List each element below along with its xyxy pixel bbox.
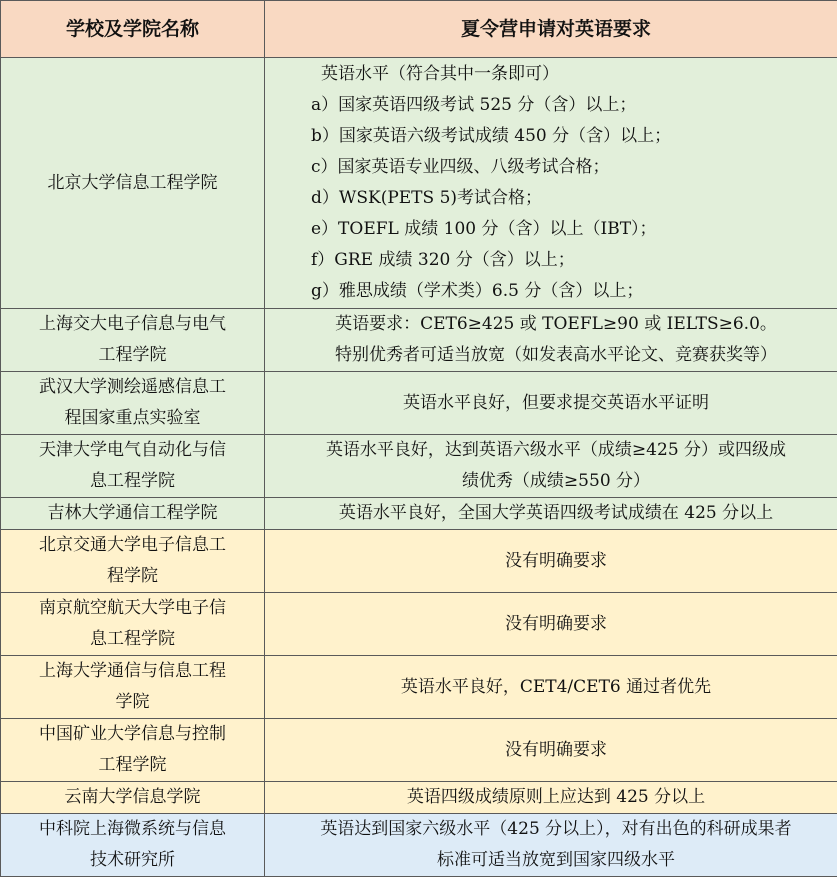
school-name: 北京交通大学电子信息工 程学院 [1, 530, 265, 593]
table-row [1, 530, 837, 593]
requirement-text: 英语水平良好，全国大学英语四级考试成绩在 425 分以上 [265, 498, 837, 530]
requirement-item: d）WSK(PETS 5)考试合格； [311, 188, 543, 208]
header-requirement: 夏令营申请对英语要求 [265, 1, 837, 58]
requirement-item: e）TOEFL 成绩 100 分（含）以上（IBT）； [311, 219, 657, 239]
requirement-text: 英语达到国家六级水平（425 分以上），对有出色的科研成果者 标准可适当放宽到国家四级水平 [265, 814, 837, 877]
requirement-text: 英语四级成绩原则上应达到 425 分以上 [265, 782, 837, 814]
table-row [1, 372, 837, 435]
requirement-intro: 英语水平（符合其中一条即可） [321, 64, 559, 84]
table-row [1, 309, 837, 372]
school-name: 中国矿业大学信息与控制 工程学院 [1, 719, 265, 782]
school-name: 南京航空航天大学电子信 息工程学院 [1, 593, 265, 656]
school-name: 吉林大学通信工程学院 [1, 498, 265, 530]
table-row [1, 498, 837, 530]
requirement-text: 英语水平良好，但要求提交英语水平证明 [265, 372, 837, 435]
requirement-text: 没有明确要求 [265, 719, 837, 782]
table-row [1, 435, 837, 498]
table-row [1, 782, 837, 814]
requirement-text: 没有明确要求 [265, 593, 837, 656]
table-row [1, 656, 837, 719]
requirement-item: b）国家英语六级考试成绩 450 分（含）以上； [311, 126, 672, 146]
school-name: 中科院上海微系统与信息 技术研究所 [1, 814, 265, 877]
requirement-item: g）雅思成绩（学术类）6.5 分（含）以上； [311, 281, 644, 301]
header-row [1, 1, 837, 58]
school-name: 武汉大学测绘遥感信息工 程国家重点实验室 [1, 372, 265, 435]
table-row [1, 593, 837, 656]
requirement-text: 英语水平良好，CET4/CET6 通过者优先 [265, 656, 837, 719]
requirement-text: 英语要求：CET6≥425 或 TOEFL≥90 或 IELTS≥6.0。 特别优秀者可适当放宽（如发表高水平论文、竞赛获奖等） [265, 309, 837, 372]
requirement-list [265, 58, 837, 309]
school-name: 上海大学通信与信息工程 学院 [1, 656, 265, 719]
school-name: 天津大学电气自动化与信 息工程学院 [1, 435, 265, 498]
requirement-item: f）GRE 成绩 320 分（含）以上； [311, 250, 575, 270]
table-row [1, 58, 837, 309]
school-name: 上海交大电子信息与电气 工程学院 [1, 309, 265, 372]
school-name: 北京大学信息工程学院 [1, 58, 265, 309]
header-school: 学校及学院名称 [1, 1, 265, 58]
table-row [1, 814, 837, 877]
requirement-text: 没有明确要求 [265, 530, 837, 593]
table-row [1, 719, 837, 782]
requirement-item: c）国家英语专业四级、八级考试合格； [311, 157, 610, 177]
requirement-text: 英语水平良好，达到英语六级水平（成绩≥425 分）或四级成 绩优秀（成绩≥550 分） [265, 435, 837, 498]
school-name: 云南大学信息学院 [1, 782, 265, 814]
requirement-item: a）国家英语四级考试 525 分（含）以上； [311, 95, 637, 115]
